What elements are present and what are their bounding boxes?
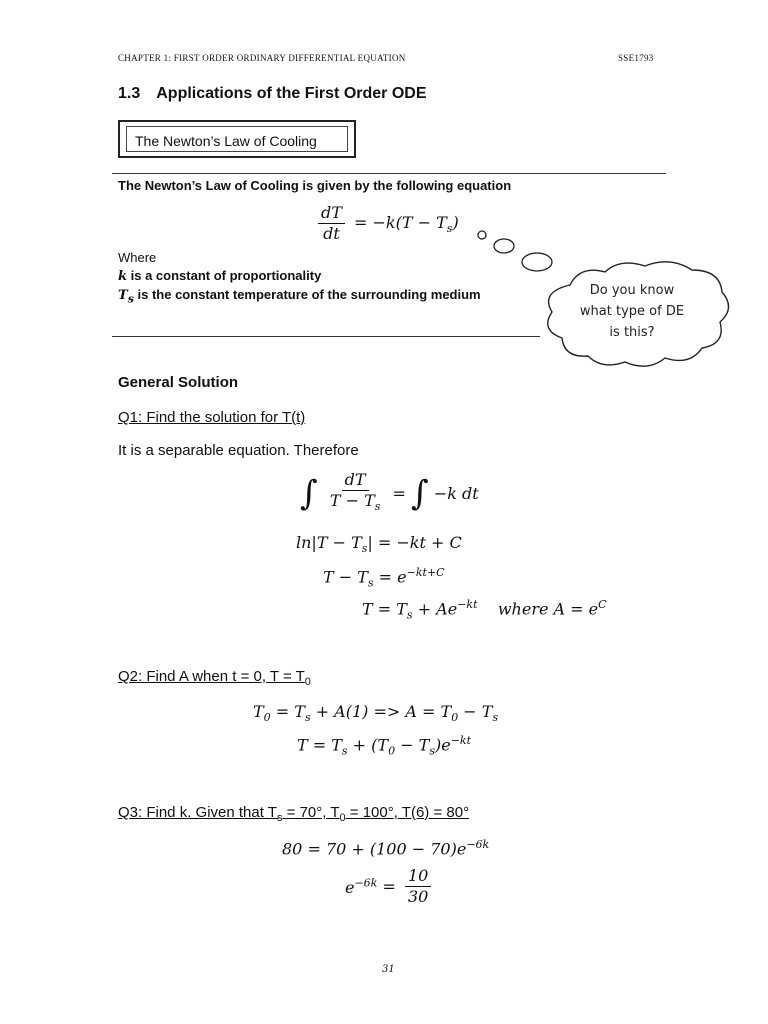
q3-step-1: $80 = 70 + (100 - 70)e^{-6k}$: [282, 838, 490, 859]
equation-rhs-close: ): [452, 213, 459, 232]
k-symbol: k: [118, 269, 128, 284]
q2-prompt: Q2: Find A when t = 0, $T = T_0$: [118, 668, 311, 688]
q2-step-1: $T_0 = T_s + A(1) => A = T_0 - T_s$: [253, 702, 499, 725]
q1-explanation: It is a separable equation. Therefore: [118, 442, 359, 459]
top-divider: [112, 173, 666, 174]
integral-fraction: [327, 470, 384, 517]
ts-symbol: T: [118, 288, 128, 303]
page-number: 31: [382, 964, 395, 975]
q3-step-2: $e^{-6k}$ = $\frac{10}{30}$: [345, 866, 435, 907]
equation-rhs-subscript: s: [446, 222, 453, 236]
where-label: Where: [118, 250, 157, 265]
where-k-line: [118, 268, 321, 284]
cloud-line-1: Do you know: [589, 283, 675, 298]
boxed-topic-label: The Newton’s Law of Cooling: [126, 126, 348, 152]
where-ts-line: [118, 287, 481, 306]
newton-cooling-equation: [314, 203, 459, 244]
cloud-line-3: is this?: [609, 325, 655, 340]
ts-description: is the constant temperature of the surrounding medium: [137, 287, 481, 302]
integral-numerator: dT: [342, 470, 369, 491]
general-solution-heading: General Solution: [118, 374, 239, 391]
section-heading: [118, 85, 427, 103]
log-step: $\ln|T - T_s| = -kt + C$: [296, 533, 462, 556]
derivative-fraction: [318, 203, 345, 244]
intro-text: The Newton’s Law of Cooling is given by the following equation: [118, 178, 512, 193]
q2-step-2: $T = T_s + (T_0 - T_s)e^{-kt}$: [297, 734, 472, 758]
where-a-definition: where A = e: [497, 599, 599, 619]
equation-rhs: = −k(T − T: [354, 213, 447, 232]
integral-sign-right: ∫: [410, 473, 429, 514]
running-header-chapter: CHAPTER 1: FIRST ORDER ORDINARY DIFFERENTIAL EQUATION: [118, 53, 406, 63]
derivative-numerator: dT: [318, 203, 345, 224]
section-title: Applications of the First Order ODE: [156, 85, 427, 102]
derivative-denominator: dt: [323, 224, 340, 243]
exp-step: $T - T_s = e^{-kt+C}$: [323, 566, 445, 590]
ts-subscript: s: [127, 292, 134, 306]
boxed-topic-title: [118, 120, 356, 158]
general-solution-result: $T = T_s + Ae^{-kt}$ where $A = e^C$: [362, 598, 607, 622]
cloud-line-2: what type of DE: [579, 304, 685, 319]
integral-denominator: $T - T_s$: [329, 491, 381, 514]
thought-cloud-question: [562, 280, 702, 343]
q1-prompt: Q1: Find the solution for T(t): [118, 409, 306, 426]
integral-step: ∫ $\frac{dT}{T - T_s}$ = ∫ −k dt: [300, 470, 479, 517]
integral-rhs: −k dt: [433, 484, 479, 504]
running-header-course-code: SSE1793: [618, 53, 654, 63]
integral-sign-left: ∫: [300, 473, 318, 514]
q3-prompt: Q3: Find k. Given that $T_s = 70^\circ$, $T_0 = 100^\circ$, T(6) = 80°: [118, 804, 470, 824]
k-description: is a constant of proportionality: [130, 268, 322, 283]
section-number: 1.3: [118, 85, 141, 102]
q3-fraction: $\frac{10}{30}$: [405, 866, 431, 907]
